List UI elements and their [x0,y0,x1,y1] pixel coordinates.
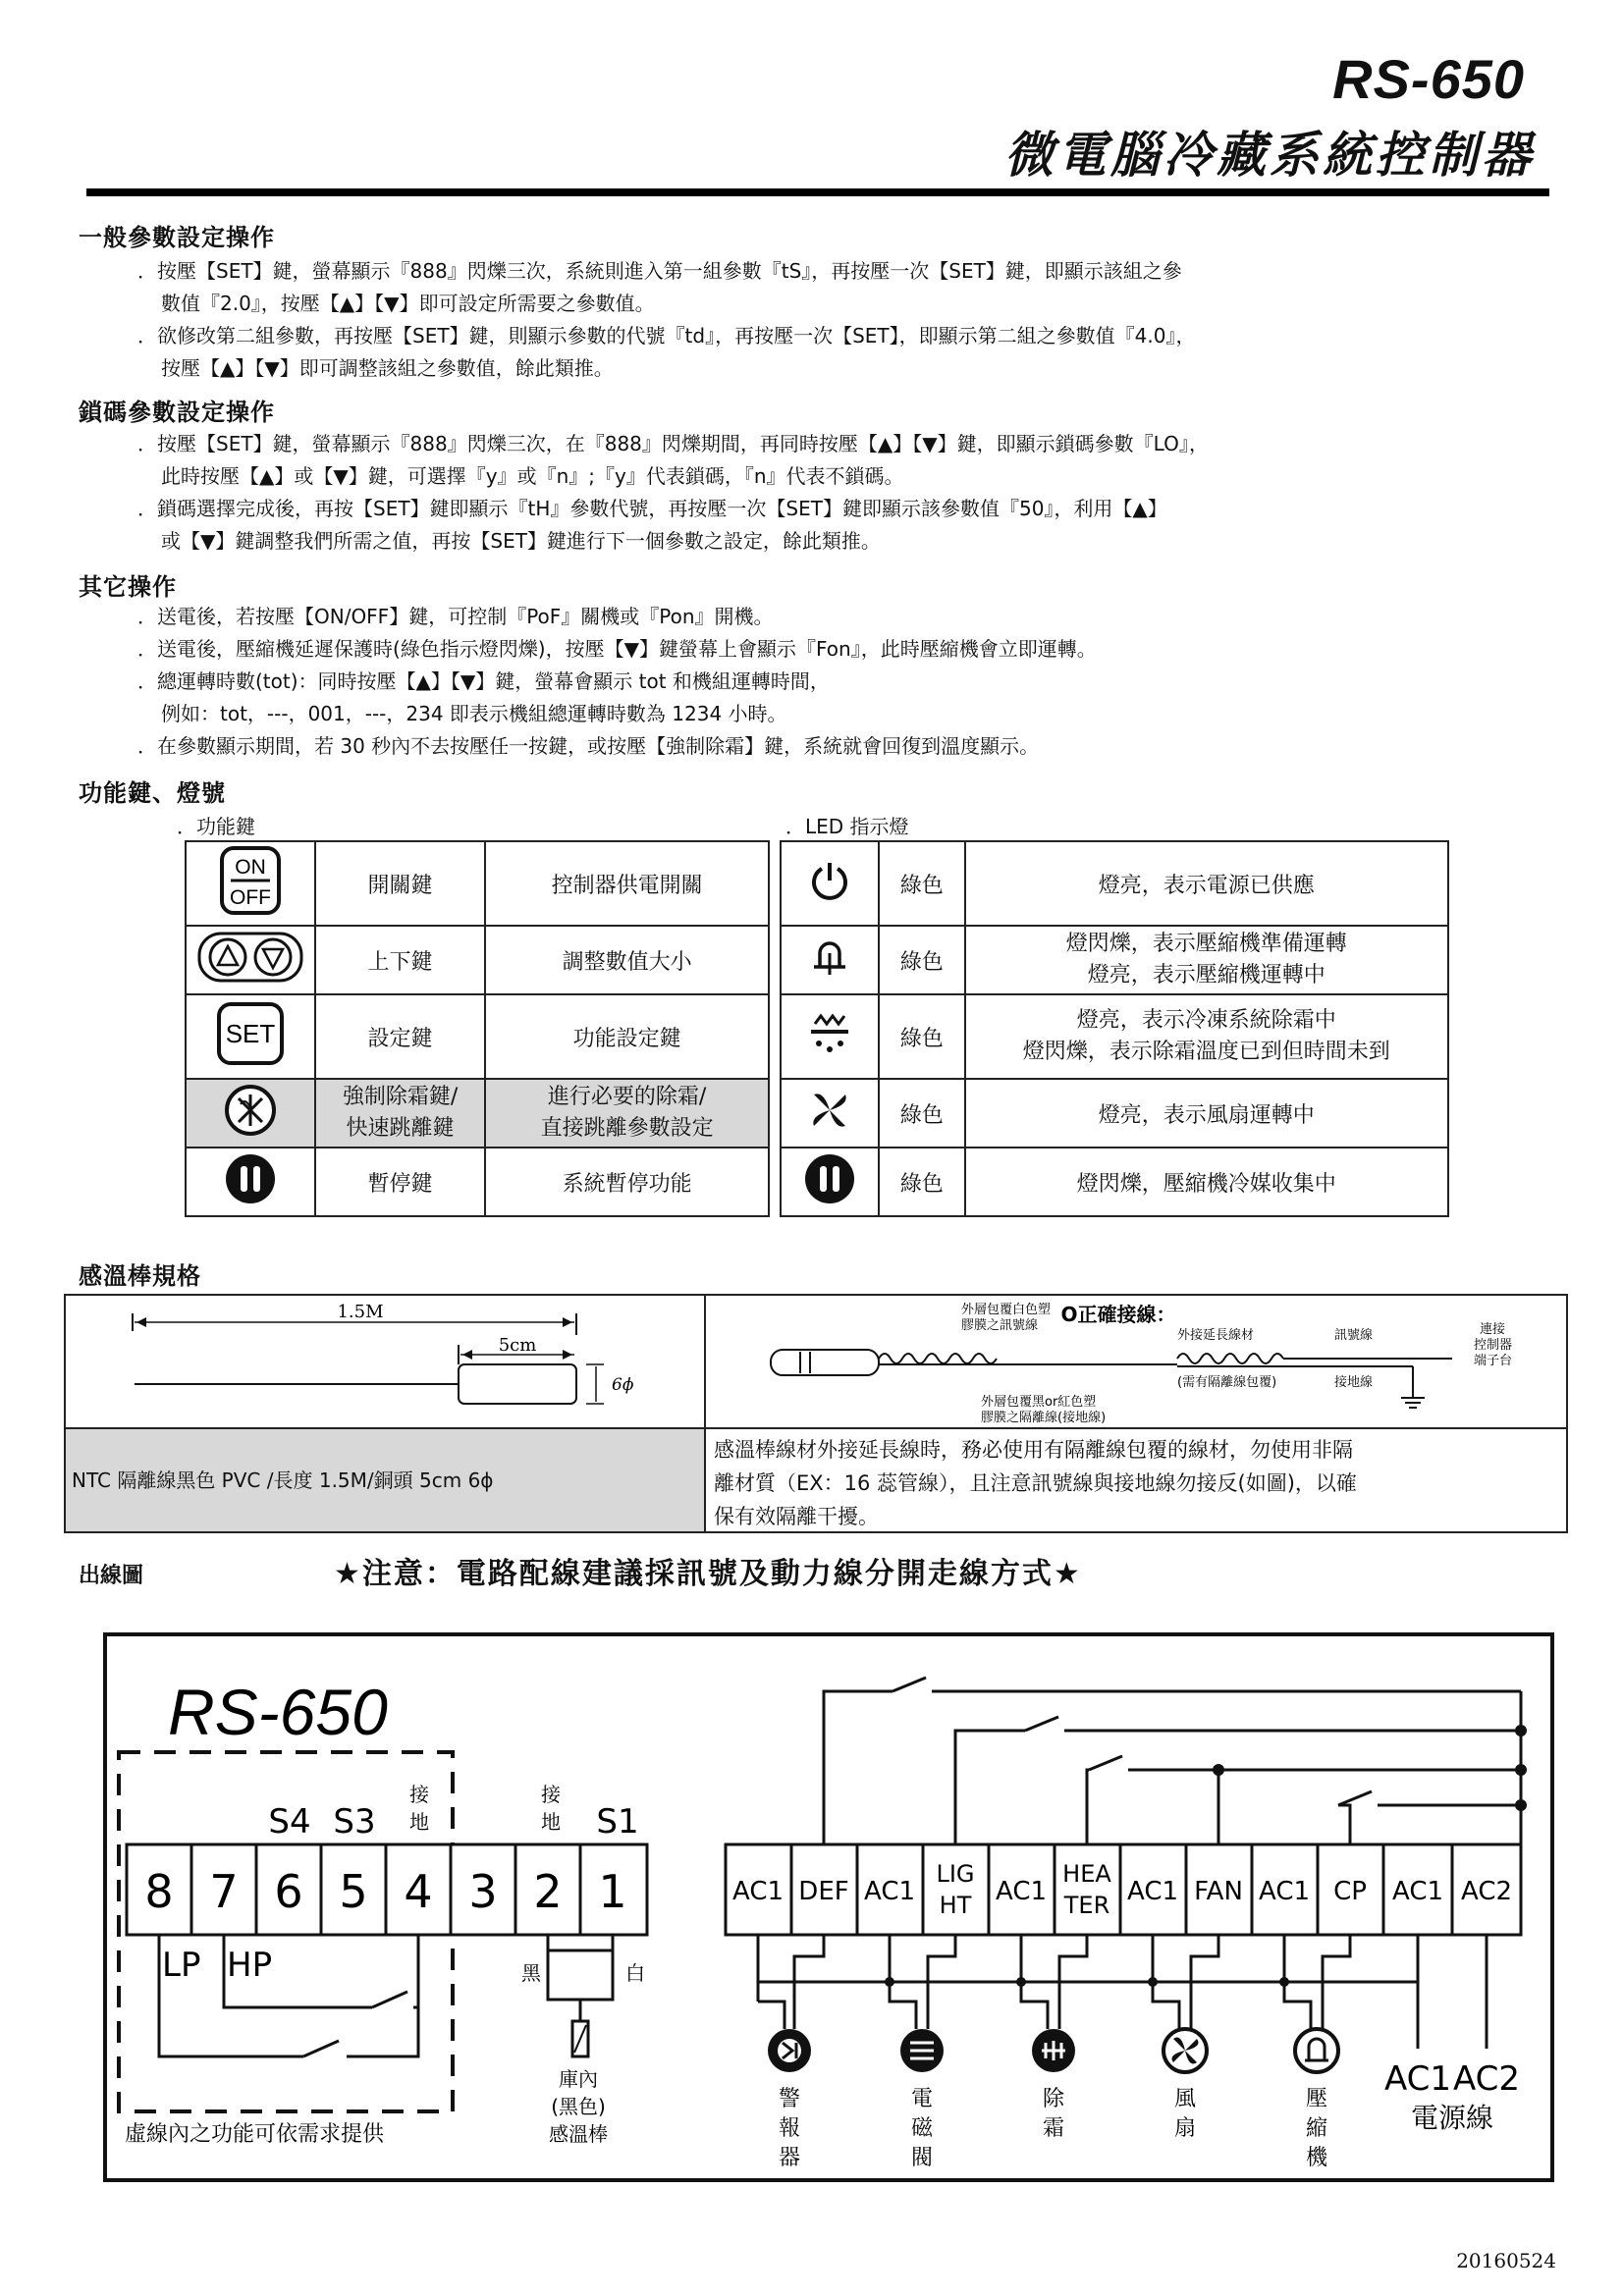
terminal-2: 2 [533,1865,563,1918]
load-valve-3: 閥 [910,2146,934,2170]
off-key-text: OFF [229,886,271,909]
load-comp-1: 壓 [1305,2087,1328,2111]
label-gnd1-b: 地 [409,1810,429,1834]
probe-label-1: 庫內 [559,2067,598,2091]
key-desc: 功能設定鍵 [485,994,769,1079]
load-defrost-1: 除 [1042,2087,1065,2111]
label-terminal-3: 端子台 [1474,1354,1513,1368]
label-outer-white-2: 膠膜之訊號線 [961,1318,1039,1333]
note-line: 感溫棒線材外接延長線時，務必使用有隔離線包覆的線材，勿使用非隔 [714,1438,1353,1462]
power-ac1: AC1 [1383,2059,1452,2099]
key-desc: 控制器供電開關 [485,841,769,926]
terminal-ac1: AC1 [863,1877,916,1906]
terminal-5: 5 [339,1865,368,1918]
heater-icon [1032,2029,1075,2072]
label-extension-shield: (需有隔離線包覆) [1177,1375,1277,1390]
terminal-7: 7 [209,1865,239,1918]
table-row [781,926,1448,994]
led-color: 綠色 [879,1079,965,1148]
key-name: 設定鍵 [315,994,485,1079]
terminal-1: 1 [598,1865,627,1918]
heading-lock: 鎖碼參數設定操作 [79,399,275,426]
label-gnd2-b: 地 [541,1810,561,1834]
terminal-ac2: AC2 [1460,1877,1513,1906]
text-line: ．總運轉時數(tot)：同時按壓【▲】【▼】鍵，螢幕會顯示 tot 和機組運轉時間， [137,669,830,693]
junction-dots [1213,1725,1527,1811]
power-ac2: AC2 [1452,2059,1521,2099]
document-date: 20160524 [1456,2249,1556,2272]
sensor-diameter-label: 6ϕ [612,1375,634,1395]
load-alarm-2: 報 [778,2116,801,2141]
text-line: 或【▼】鍵調整我們所需之值，再按【SET】鍵進行下一個參數之設定，餘此類推。 [161,529,881,553]
other-text [137,601,1551,763]
wiring-notice: ★注意：電路配線建議採訊號及動力線分開走線方式★ [334,1557,1082,1591]
relay-contacts [824,1678,1521,1844]
led-color: 綠色 [879,926,965,994]
load-comp-2: 縮 [1305,2116,1328,2141]
label-s1: S1 [596,1802,639,1842]
load-valve-2: 磁 [910,2116,934,2141]
terminal-def: DEF [798,1877,849,1906]
terminal-6: 6 [274,1865,303,1918]
text-line: ．在參數顯示期間，若 30 秒內不去按壓任一按鍵，或按壓【強制除霜】鍵，系統就會回復到溫度顯示。 [137,734,1040,758]
solenoid-valve-icon [900,2029,944,2072]
heading-sensor: 感溫棒規格 [79,1262,201,1290]
label-outer-black-1: 外層包覆黑or紅色塑 [981,1395,1097,1410]
load-fan-2: 扇 [1173,2116,1197,2141]
lock-text [137,428,1551,558]
fan-motor-icon [1163,2029,1207,2072]
title-rule [86,188,1549,196]
table-row [186,1079,769,1148]
led-color: 綠色 [879,994,965,1079]
led-color: 綠色 [879,1148,965,1216]
load-comp-3: 機 [1305,2146,1328,2170]
sensor-spec-text: NTC 隔離線黑色 PVC /長度 1.5M/銅頭 5cm 6ϕ [72,1468,494,1492]
key-name: 開關鍵 [315,841,485,926]
label-terminal-1: 連接 [1480,1322,1506,1337]
label-s3: S3 [333,1802,376,1842]
function-key-label: ．功能鍵 [177,815,255,838]
label-outer-white-1: 外層包覆白色塑 [961,1303,1052,1317]
alarm-icon [768,2029,811,2072]
wiring-diagram [103,1632,1554,2182]
defrost-icon [805,1010,854,1057]
terminal-ac1: AC1 [995,1877,1048,1906]
terminal-heater-1: HEA [1062,1860,1111,1888]
set-key-icon [216,1001,285,1066]
note-line: 離材質（EX：16 蕊管線），且注意訊號線與接地線勿接反(如圖)，以確 [714,1471,1357,1495]
text-line: ．按壓【SET】鍵，螢幕顯示『888』閃爍三次，在『888』閃爍期間，再同時按壓【▲】【▼】鍵，即顯示鎖碼參數『LO』， [137,432,1209,455]
sensor-head-length-label: 5cm [498,1335,537,1356]
label-gnd2-a: 接 [541,1783,561,1806]
general-text [137,255,1551,385]
function-key-table [185,840,770,1217]
led-color: 綠色 [879,841,965,926]
sensor-length-label: 1.5M [337,1302,384,1322]
heading-general: 一般參數設定操作 [79,224,275,251]
key-name: 強制除霜鍵/ 快速跳離鍵 [315,1079,485,1148]
model-number: RS-650 [1332,48,1525,110]
key-name: 上下鍵 [315,926,485,994]
dashed-note: 虛線內之功能可依需求提供 [125,2122,385,2147]
compressor-icon [808,935,851,979]
power-icon [808,859,851,902]
label-ground: 接地線 [1334,1375,1374,1390]
led-desc: 燈亮，表示電源已供應 [965,841,1448,926]
defrost-key-icon [223,1083,278,1138]
wiring-label: 出線圖 [79,1564,144,1588]
wiring-model: RS-650 [168,1676,388,1748]
key-name: 暫停鍵 [315,1148,485,1216]
terminal-ac1: AC1 [1258,1877,1311,1906]
terminal-ac1: AC1 [1391,1877,1444,1906]
text-line: ．送電後，若按壓【ON/OFF】鍵，可控制『PoF』關機或『Pon』開機。 [137,605,774,628]
led-desc: 燈亮，表示風扇運轉中 [965,1079,1448,1148]
power-label: 電源線 [1410,2102,1494,2134]
label-white: 白 [625,1961,645,1985]
terminal-light-2: HT [939,1892,972,1919]
text-line: 例如：tot，---，001，---，234 即表示機組總運轉時數為 1234 小時。 [161,702,787,725]
pause-icon [802,1151,857,1206]
led-desc: 燈閃爍，壓縮機冷媒收集中 [965,1148,1448,1216]
set-key-text: SET [225,1019,276,1048]
left-terminal-block [127,1844,647,1935]
text-line: 此時按壓【▲】或【▼】鍵，可選擇『y』或『n』;『y』代表鎖碼，『n』代表不鎖碼。 [161,464,904,488]
text-line: ．欲修改第二組參數，再按壓【SET】鍵，則顯示參數的代號『td』，再按壓一次【SET】，即顯示第二組之參數值『4.0』， [137,324,1196,347]
led-label: ．LED 指示燈 [785,815,909,838]
wiring-svg [107,1636,1550,2178]
label-signal: 訊號線 [1334,1328,1374,1343]
sensor-spec-box [64,1294,1568,1533]
text-line: 數值『2.0』，按壓【▲】【▼】即可設定所需要之參數值。 [161,292,655,315]
label-hp: HP [227,1946,273,1985]
load-alarm-3: 器 [778,2146,801,2170]
compressor-motor-icon [1295,2029,1338,2072]
terminal-3: 3 [468,1865,498,1918]
load-fan-1: 風 [1173,2087,1197,2111]
text-line: ．送電後，壓縮機延遲保護時(綠色指示燈閃爍)，按壓【▼】鍵螢幕上會顯示『Fon』，此時壓縮機會立即運轉。 [137,637,1097,661]
label-gnd1-a: 接 [409,1783,429,1806]
terminal-light-1: LIG [936,1860,975,1888]
table-row [186,1148,769,1216]
text-line: ．鎖碼選擇完成後，再按【SET】鍵即顯示『tH』參數代號，再按壓一次【SET】鍵即顯示該參數值『50』，利用【▲】 [137,497,1167,520]
pause-key-icon [223,1151,278,1206]
terminal-fan: FAN [1194,1877,1243,1906]
sensor-dimension-drawing [66,1296,704,1427]
table-row [186,994,769,1079]
sensor-wiring-drawing [706,1296,1566,1427]
key-desc: 進行必要的除霜/ 直接跳離參數設定 [485,1079,769,1148]
table-row [781,841,1448,926]
label-black: 黑 [521,1961,541,1985]
right-terminal-block [726,1844,1521,1935]
terminal-heater-2: TER [1063,1892,1110,1919]
heading-other: 其它操作 [79,573,177,601]
text-line: ．按壓【SET】鍵，螢幕顯示『888』閃爍三次，系統則進入第一組參數『tS』，再按壓一次【SET】鍵，即顯示該組之參 [137,259,1182,283]
terminal-4: 4 [404,1865,433,1918]
probe-label-2: (黑色) [551,2095,606,2118]
label-terminal-2: 控制器 [1474,1338,1513,1353]
led-desc: 燈亮，表示冷凍系統除霜中 燈閃爍，表示除霜溫度已到但時間未到 [965,994,1448,1079]
terminal-8: 8 [144,1865,174,1918]
key-desc: 系統暫停功能 [485,1148,769,1216]
text-line: 按壓【▲】【▼】即可調整該組之參數值，餘此類推。 [161,356,614,380]
table-row [781,994,1448,1079]
heading-keys: 功能鍵、燈號 [79,779,226,807]
table-row [781,1148,1448,1216]
terminal-ac1: AC1 [1126,1877,1179,1906]
load-defrost-2: 霜 [1042,2116,1065,2141]
label-s4: S4 [268,1802,311,1842]
up-down-key-icon [196,930,304,985]
terminal-ac1: AC1 [731,1877,784,1906]
note-line: 保有效隔離干擾。 [714,1505,879,1528]
led-table [780,840,1449,1217]
on-key-text: ON [235,856,266,879]
load-valve-1: 電 [910,2087,934,2111]
load-wiring [758,1935,1487,2049]
load-alarm-1: 警 [778,2087,801,2111]
label-outer-black-2: 膠膜之隔離線(接地線) [981,1411,1107,1425]
terminal-cp: CP [1333,1877,1367,1906]
label-lp: LP [162,1946,201,1985]
label-extension: 外接延長線材 [1177,1328,1255,1343]
table-row [781,1079,1448,1148]
wiring-correct-title: O正確接線： [1060,1303,1176,1326]
probe-label-3: 感溫棒 [549,2122,608,2146]
table-row [186,841,769,926]
on-off-key-icon [219,845,282,916]
sensor-note [714,1433,1558,1533]
table-row [186,926,769,994]
led-desc: 燈閃爍，表示壓縮機準備運轉 燈亮，表示壓縮機運轉中 [965,926,1448,994]
document-title: 微電腦冷藏系統控制器 [1004,127,1535,184]
fan-icon [806,1087,853,1134]
key-desc: 調整數值大小 [485,926,769,994]
